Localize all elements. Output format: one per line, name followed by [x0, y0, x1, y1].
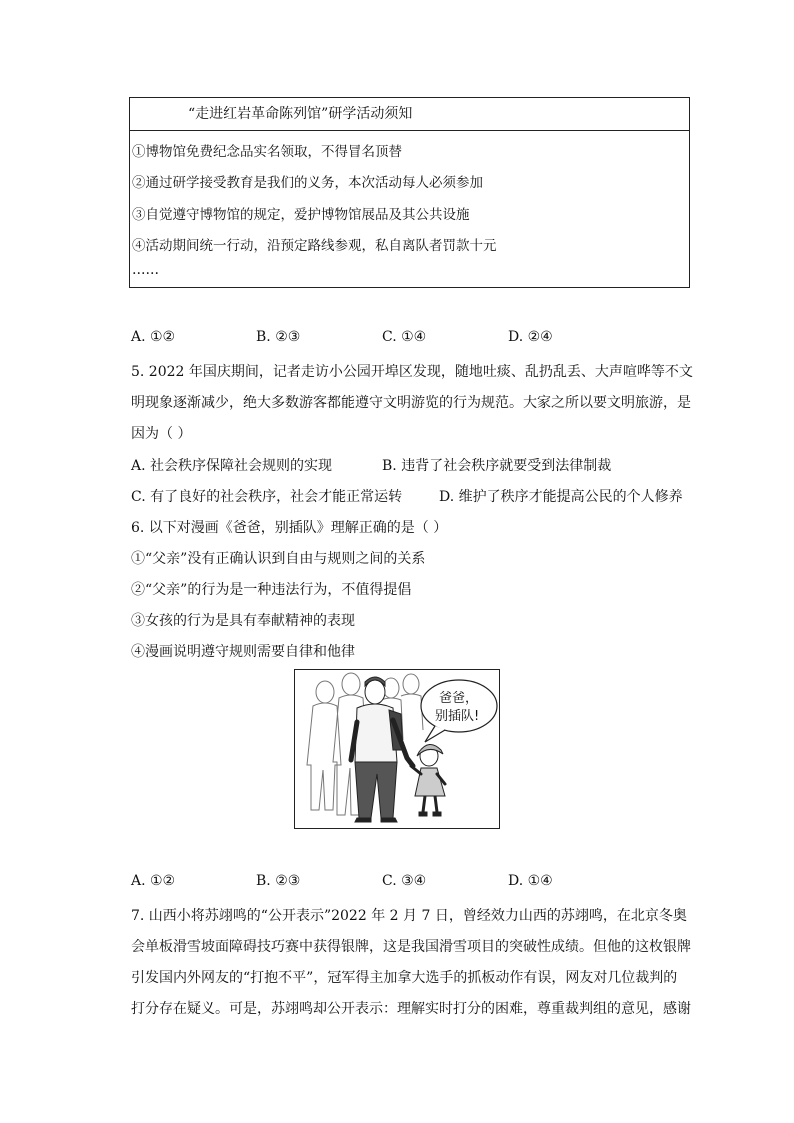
comic-illustration [295, 670, 499, 828]
q4-option-a[interactable]: A. ①② [131, 329, 176, 345]
q6-item-2: ②“父亲”的行为是一种违法行为，不值得提倡 [131, 582, 412, 598]
q6-stem: 6. 以下对漫画《爸爸，别插队》理解正确的是（ ） [131, 520, 448, 536]
notice-item-4: ④活动期间统一行动，沿预定路线参观，私自离队者罚款十元 [132, 238, 497, 254]
q7-stem-line-1: 7. 山西小将苏翊鸣的“公开表示”2022 年 2 月 7 日，曾经效力山西的苏翊鸣，在北京冬奥 [131, 908, 687, 924]
q7-stem-line-2: 会单板滑雪坡面障碍技巧赛中获得银牌，这是我国滑雪项目的突破性成绩。但他的这枚银牌 [131, 939, 691, 955]
speech-line-2: 别插队! [435, 709, 480, 724]
q6-option-a[interactable]: A. ①② [131, 873, 176, 889]
q6-item-4: ④漫画说明遵守规则需要自律和他律 [131, 644, 355, 660]
notice-title: “走进红岩革命陈列馆”研学活动须知 [130, 98, 689, 131]
q4-option-b[interactable]: B. ②③ [256, 329, 301, 345]
q6-option-c[interactable]: C. ③④ [382, 873, 427, 889]
q7-stem-line-3: 引发国内外网友的“打抱不平”，冠军得主加拿大选手的抓板动作有误，网友对几位裁判的 [131, 970, 678, 986]
q4-option-c[interactable]: C. ①④ [382, 329, 427, 345]
notice-table [129, 97, 690, 288]
q6-option-b[interactable]: B. ②③ [256, 873, 301, 889]
speech-line-1: 爸爸， [439, 691, 479, 706]
notice-item-2: ②通过研学接受教育是我们的义务，本次活动每人必须参加 [132, 175, 483, 191]
q5-stem-line-1: 5. 2022 年国庆期间，记者走访小公园开埠区发现，随地吐痰、乱扔乱丢、大声喧哗等不文 [131, 364, 693, 380]
notice-item-1: ①博物馆免费纪念品实名领取，不得冒名顶替 [132, 144, 402, 160]
q5-stem-line-2: 明现象逐渐减少，绝大多数游客都能遵守文明游览的行为规范。大家之所以要文明旅游，是 [131, 395, 691, 411]
father-figure [351, 677, 413, 822]
speech-bubble [421, 680, 497, 742]
q6-item-3: ③女孩的行为是具有奉献精神的表现 [131, 613, 355, 629]
q6-option-d[interactable]: D. ①④ [508, 873, 553, 889]
q4-option-d[interactable]: D. ②④ [508, 329, 553, 345]
q5-option-b[interactable]: B. 违背了社会秩序就要受到法律制裁 [382, 458, 612, 474]
comic-image [294, 669, 500, 829]
q5-stem-line-3: 因为（ ） [131, 426, 192, 442]
q5-option-c[interactable]: C. 有了良好的社会秩序，社会才能正常运转 [131, 489, 403, 505]
q6-item-1: ①“父亲”没有正确认识到自由与规则之间的关系 [131, 551, 426, 567]
girl-figure [411, 744, 445, 816]
q5-option-a[interactable]: A. 社会秩序保障社会规则的实现 [131, 458, 333, 474]
q7-stem-line-4: 打分存在疑义。可是，苏翊鸣却公开表示：理解实时打分的困难，尊重裁判组的意见，感谢 [131, 1001, 691, 1017]
q5-option-d[interactable]: D. 维护了秩序才能提高公民的个人修养 [439, 489, 683, 505]
notice-ellipsis: …… [132, 262, 159, 278]
notice-item-3: ③自觉遵守博物馆的规定，爱护博物馆展品及其公共设施 [132, 207, 470, 223]
